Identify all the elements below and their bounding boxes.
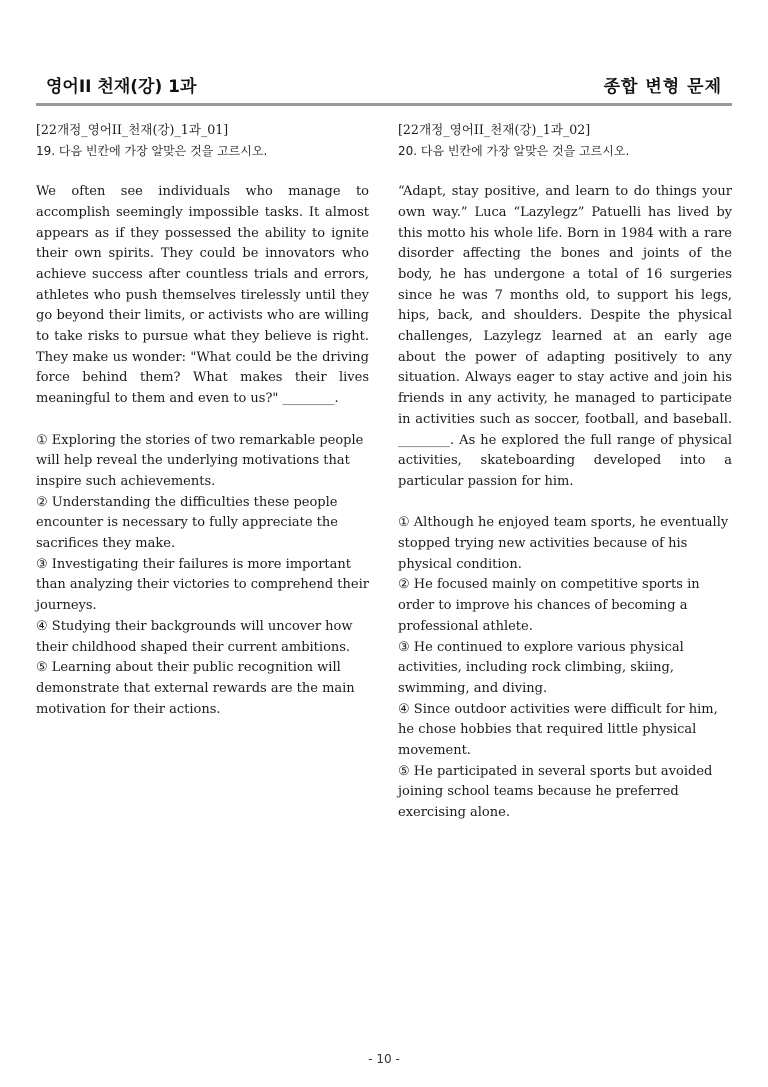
question-19 xyxy=(36,120,369,720)
answer-choice-5[interactable]: ⑤ Learning about their public recognition will demonstrate that external rewards are the main motivation for their actions. xyxy=(36,660,355,717)
answer-choice-4[interactable]: ④ Since outdoor activities were difficult for him, he chose hobbies that required little physical movement. xyxy=(398,701,718,759)
answer-choice-4[interactable]: ④ Studying their backgrounds will uncover how their childhood shaped their current ambitions. xyxy=(36,618,353,655)
question-passage: “Adapt, stay positive, and learn to do things your own way.” Luca “Lazylegz” Patuelli has lived by this motto his whole life. Born in 1984 with a rare disorder affecting the bones and joints of the body, he has undergone a total of 16 surgeries since he was 7 months old, to support his legs, hips, back, and shoulders. Despite the physical challenges, Lazylegz learned at an early age about the power of adapting positively to any situation. Always eager to stay active and join his friends in any activity, he managed to participate in activities such as soccer, football, and baseball. ________. As he explored the full range of physical activities, skateboarding developed into a particular passion for him. xyxy=(398,184,732,489)
answer-choices xyxy=(36,431,369,721)
question-prompt: 20. 다음 빈칸에 가장 알맞은 것을 고르시오. xyxy=(398,143,630,158)
question-20 xyxy=(398,120,732,824)
answer-choice-5[interactable]: ⑤ He participated in several sports but avoided joining school teams because he preferred exercising alone. xyxy=(398,763,713,821)
answer-choice-3[interactable]: ③ Investigating their failures is more important than analyzing their victories to comprehend their journeys. xyxy=(36,556,369,614)
answer-choice-1[interactable]: ① Exploring the stories of two remarkable people will help reveal the underlying motivations that inspire such achievements. xyxy=(36,432,364,489)
answer-choices xyxy=(398,513,732,824)
question-source-code: [22개정_영어II_천재(강)_1과_01] xyxy=(36,122,229,137)
answer-choice-1[interactable]: ① Although he enjoyed team sports, he eventually stopped trying new activities because of his physical condition. xyxy=(398,515,729,572)
page-number: - 10 - xyxy=(368,1052,400,1066)
answer-choice-3[interactable]: ③ He continued to explore various physical activities, including rock climbing, skiing, swimming, and diving. xyxy=(398,639,684,696)
question-source-code: [22개정_영어II_천재(강)_1과_02] xyxy=(398,122,591,137)
answer-choice-2[interactable]: ② He focused mainly on competitive sports in order to improve his chances of becoming a professional athlete. xyxy=(398,577,700,634)
page-header xyxy=(36,76,732,102)
question-prompt: 19. 다음 빈칸에 가장 알맞은 것을 고르시오. xyxy=(36,143,268,158)
header-section-title: 종합 변형 문제 xyxy=(603,77,722,97)
header-course-title: 영어II 천재(강) 1과 xyxy=(46,77,197,97)
answer-choice-2[interactable]: ② Understanding the difficulties these people encounter is necessary to fully appreciate the sacrifices they make. xyxy=(36,494,338,552)
question-passage: We often see individuals who manage to accomplish seemingly impossible tasks. It almost appears as if they possessed the ability to ignite their own spirits. They could be innovators who achieve success after countless trials and errors, athletes who push themselves tirelessly until they go beyond their limits, or activists who are willing to take risks to pursue what they believe is right. They make us wonder: "What could be the driving force behind them? What makes their lives meaningful to them and even to us?" ________. xyxy=(36,184,369,407)
header-divider xyxy=(36,103,732,106)
